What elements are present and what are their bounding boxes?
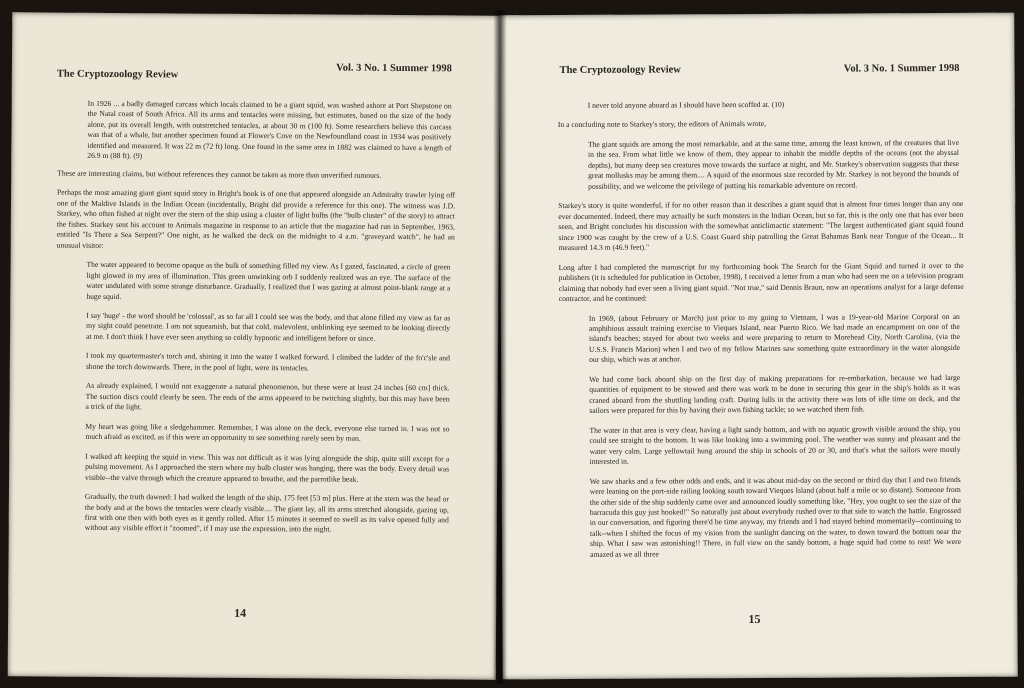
quote-paragraph: I say 'huge' - the word should be 'colossal', as so far all I could see was the body, and that alone filled my view as far as my sight could penetrate. I am not squeamish, but that cold, malevolent, unblinking eye seemed to be looking directly at me. I don't think I have ever seen anything so coldly hypnotic and intelligent before or since. (86, 310, 451, 343)
quote-paragraph: In 1969, (about February or March) just prior to my going to Vietnam, I was a 19-year-old Marine Corporal on an amphibious assault training exercise to Vieques Island, near Puerto Rico. We had made an encampment on one of the island's beaches; stayed for about two weeks and were preparing to return to Morehead City, North Carolina, (via the U.S.S. Francis Marion) when I and two of my fellow Marines saw something quite extraordinary in the water alongside our ship, which was at anchor. (588, 311, 961, 365)
paragraph: Perhaps the most amazing giant giant squid story in Bright's book is of one that appeared alongside an Admiralty trawler lying off one of the Maldive Islands in the Indian Ocean (incidentally, Bright did provide a reference for this one). The witness was J.D. Starkey, who often fished at night over the stern of the ship using a cluster of light bulbs (the "bulb cluster" of the story) to attract the fishes. Starkey sent his account to Animals magazine in response to an article that the magazine had run in September, 1963, entitled "Is There a Sea Serpent?" One night, as he walked the deck on the midnight to 4 a.m. "graveyard watch", he had an unusual visitor: (56, 187, 456, 250)
left-header-title: The Cryptozoology Review (56, 68, 179, 81)
right-header-volume: Vol. 3 No. 1 Summer 1998 (843, 62, 960, 75)
right-body-text (558, 99, 965, 569)
quote-paragraph: Gradually, the truth dawned: I had walked the length of the ship, 175 feet [53 m] plus. Here at the stern was the head or the body and at the bows the tentacles were clearly visible.... The giant lay, all its arms stretched alongside, gazing up, first with one then with both eyes as it gently rolled. After 15 minutes it seemed to swell as its valve opened fully and without any visible effort it "zoomed", if I may use the expression, into the night. (84, 491, 449, 535)
paragraph: These are interesting claims, but without references they cannot be taken as more than unverified rumours. (57, 168, 382, 180)
left-page-number: 14 (234, 605, 247, 620)
quote-paragraph: I took my quartermaster's torch and, shining it into the water I walked forward. I climbed the ladder of the fo'c'sle and shone the torch downwards. There, in the pool of light, were its tentacles. (85, 351, 450, 373)
left-page (8, 12, 501, 679)
quote-paragraph: We saw sharks and a few other odds and ends, and it was about mid-day on the second or third day that I and two friends were leaning on the port-side railing looking south toward Vieques Island (about half a mile or so distant). Someone from the other side of the ship suddenly came over and announced loudly something like, "Hey, you ought to see the size of the barracuda this guy just hooked!" So naturally just about everybody rushed over to that side to watch the battle. Engrossed in our conversation, and figuring there'd be time anyway, my friends and I had stayed behind momentarily--continuing to talk--when I shifted the focus of my vision from the sunlight dancing on the water, to down toward the bottom near the ship. What I saw was astonishing!! There, in full view on the sandy bottom, a huge squid had come to rest! We were amazed as we all three (589, 474, 962, 559)
left-body-text (55, 99, 456, 546)
paragraph: In 1926 ... a badly damaged carcass which locals claimed to be a giant squid, was washed ashore at Port Shepstone on the Natal coast of South Africa. All its arms and tentacles were missing, but estimates, based on the size of the body alone, put its overall length, with outstretched tentacles, at about 30 m (100 ft). Some researchers believe this carcass was that of a whale, but another specimen found at Flower's Cove on the Newfoundland coast in 1934 was positively identified and measured. It was 22 m (72 ft) long. One found in the same area in 1882 was claimed to have a length of 26.9 m (88 ft). (9) (87, 98, 452, 161)
quote-paragraph: My heart was going like a sledgehammer. Remember, I was alone on the deck, everyone else turned in. I was not so much afraid as excited, as if this were an opportunity to see something rarely seen by man. (85, 421, 450, 443)
quote-paragraph: The giant squids are among the most remarkable, and at the same time, among the least known, of the creatures that live in the sea. From what little we know of them, they appear to inhabit the middle depths of the oceans (not the abyssal depths), but many deep sea creatures move towards the surface at night, and Mr. Starkey's observation suggests that these great mollusks may be among them.... A squid of the enormous size recorded by Mr. Starkey is not beyond the bounds of possibility, and we welcome the privilege of putting his remarkable adventure on record. (587, 137, 960, 191)
paragraph: Starkey's story is quite wonderful, if for no other reason than it describes a giant squid that is almost four times longer than any one ever documented. Indeed, there may actually be such monsters in the Indian Ocean, but so far, this is the only one that has ever been seen, and Bright concludes his discussion with the somewhat anticlimactic statement: "The largest authenticated giant squid found since 1900 was caught by the crew of a U.S. Coast Guard ship patrolling the Great Bahamas Bank near Tongue of the Ocean... It measured 14.3 m (46.9 feet)." (558, 199, 964, 253)
quote-paragraph: The water in that area is very clear, having a light sandy bottom, and with no aquatic growth visible around the ship, you could see straight to the bottom. It was like looking into a swimming pool. The weather was sunny and pleasant and the water very calm. Large yellowtail hung around the ship in schools of 20 or 30, and that's what the sailors were mostly interested in. (589, 423, 961, 467)
right-page (499, 13, 1017, 680)
quote-paragraph: We had come back aboard ship on the first day of making preparations for re-embarkation, because we had large quantities of equipment to be stowed and there was work to be done in securing this gear in the ship's holds as it was craned aboard from the shuttling landing craft. During lulls in the activity there was lots of idle time on deck, and the sailors were prepared for this by having their own fishing tackle; so we watched them fish. (589, 372, 961, 416)
paragraph: In a concluding note to Starkey's story, the editors of Animals wrote, (557, 119, 767, 130)
right-header-title: The Cryptozoology Review (559, 64, 681, 77)
paragraph: Long after I had completed the manuscript for my forthcoming book The Search for the Giant Squid and turned it over to the publishers (it is scheduled for publication in October, 1998), I received a letter from a man who had seen me on a television program claiming that nobody had ever seen a living giant squid. "Not true," said Dennis Braun, now an operations analyst for a large defense contractor, and he continued: (558, 260, 964, 304)
right-page-number: 15 (748, 611, 761, 627)
quote-paragraph: I walked aft keeping the squid in view. This was not difficult as it was lying alongside the ship, quite still except for a pulsing movement. As I approached the stern where my bulb cluster was hanging, there was the body. Every detail was visible--the valve through which the creature appeared to breathe, and the parrotlike beak. (85, 451, 450, 484)
quote-paragraph: I never told anyone aboard as I should have been scoffed at. (10) (587, 99, 785, 110)
book-gutter (493, 10, 507, 684)
left-header-volume: Vol. 3 No. 1 Summer 1998 (336, 62, 452, 75)
quote-paragraph: As already explained, I would not exaggerate a natural phenomenon, but these were at least 24 inches [60 cm] thick. The suction discs could clearly be seen. The ends of the arms appeared to be twitching slightly, but this may have been a trick of the light. (85, 381, 450, 412)
quote-paragraph: The water appeared to become opaque as the bulk of something filled my view. As I gazed, fascinated, a circle of green light glowed in my area of illumination. This green unwinking orb I suddenly realized was an eye. The surface of the water undulated with some strange disturbance. Gradually, I realized that I was gazing at almost point-blank range at a huge squid. (86, 259, 451, 301)
